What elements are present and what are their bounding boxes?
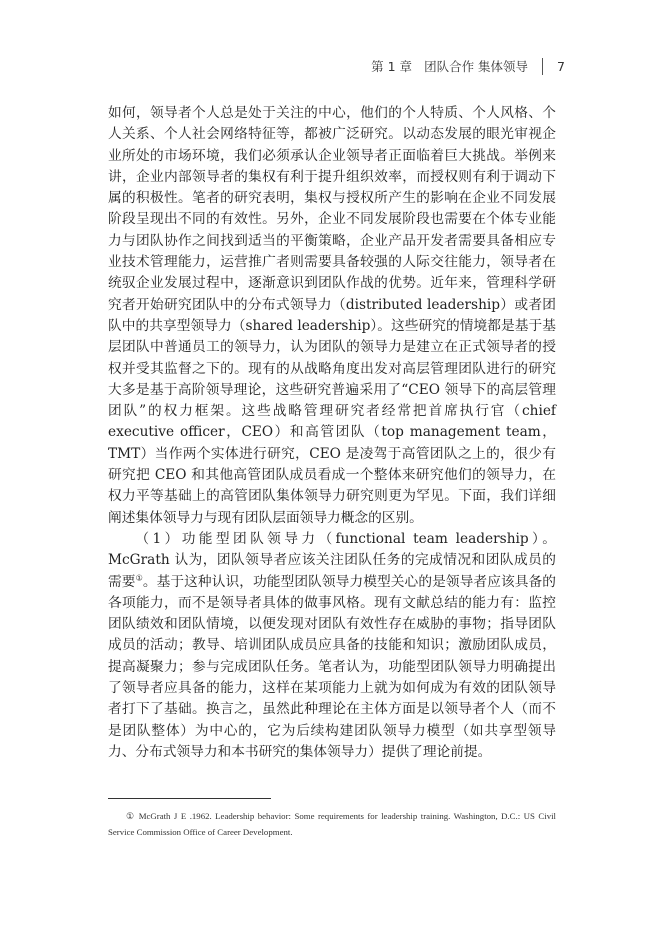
chapter-label: 第 1 章 — [371, 59, 413, 74]
footnote-text: McGrath J E .1962. Leadership behavior: Some requirements for leadership training. Washington, D.C.: US Civil Service Commission Office of Career Development. — [108, 811, 557, 837]
footnote-reference: ① — [135, 572, 143, 582]
paragraph-2-text-b: 。基于这种认识，功能型团队领导力模型关心的是领导者应该具备的各项能力，而不是领导者具体的做事风格。现有文献总结的能力有：监控团队绩效和团队情境，以便发现对团队有效性存在威胁的事物；指导团队成员的活动；教导、培训团队成员应具备的技能和知识；激励团队成员，提高凝聚力；参与完成团队任务。笔者认为，功能型团队领导力明确提出了领导者应具备的能力，这样在某项能力上就为如何成为有效的团队领导者打下了基础。换言之，虽然此种理论在主体方面是以领导者个人（而不是团队整体）为中心的，它为后续构建团队领导力模型（如共享型领导力、分布式领导力和本书研究的集体领导力）提供了理论前提。 — [108, 573, 556, 760]
paragraph-2 — [108, 529, 556, 763]
footnote — [108, 808, 556, 840]
paragraph-2-text-a: （1）功能型团队领导力（functional team leadership）。McGrath 认为，团队领导者应该关注团队任务的完成情况和团队成员的需要 — [108, 530, 556, 590]
footnote-divider — [108, 798, 271, 799]
page-number: 7 — [557, 58, 565, 74]
running-header — [371, 57, 565, 75]
chapter-title: 团队合作 集体领导 — [424, 59, 529, 74]
header-divider — [542, 58, 543, 75]
paragraph-1: 如何，领导者个人总是处于关注的中心，他们的个人特质、个人风格、个人关系、个人社会网络特征等，都被广泛研究。以动态发展的眼光审视企业所处的市场环境，我们必须承认企业领导者正面临着巨大挑战。举例来讲，企业内部领导者的集权有利于提升组织效率，而授权则有利于调动下属的积极性。笔者的研究表明，集权与授权所产生的影响在企业不同发展阶段呈现出不同的有效性。另外，企业不同发展阶段也需要在个体专业能力与团队协作之间找到适当的平衡策略，企业产品开发者需要具备相应专业技术管理能力，运营推广者则需要具备较强的人际交往能力，领导者在统驭企业发展过程中，逐渐意识到团队作战的优势。近年来，管理科学研究者开始研究团队中的分布式领导力（distributed leadership）或者团队中的共享型领导力（shared leadership）。这些研究的情境都是基于基层团队中普通员工的领导力，认为团队的领导力是建立在正式领导者的授权并受其监督之下的。现有的从战略角度出发对高层管理团队进行的研究大多是基于高阶领导理论，这些研究普遍采用了“CEO 领导下的高层管理团队”的权力框架。这些战略管理研究者经常把首席执行官（chief executive officer，CEO）和高管团队（top management team，TMT）当作两个实体进行研究，CEO 是凌驾于高管团队之上的，很少有研究把 CEO 和其他高管团队成员看成一个整体来研究他们的领导力，在权力平等基础上的高管团队集体领导力研究则更为罕见。下面，我们详细阐述集体领导力与现有团队层面领导力概念的区别。 — [108, 105, 556, 526]
body-text — [108, 103, 556, 763]
footnote-marker: ① — [126, 811, 136, 821]
